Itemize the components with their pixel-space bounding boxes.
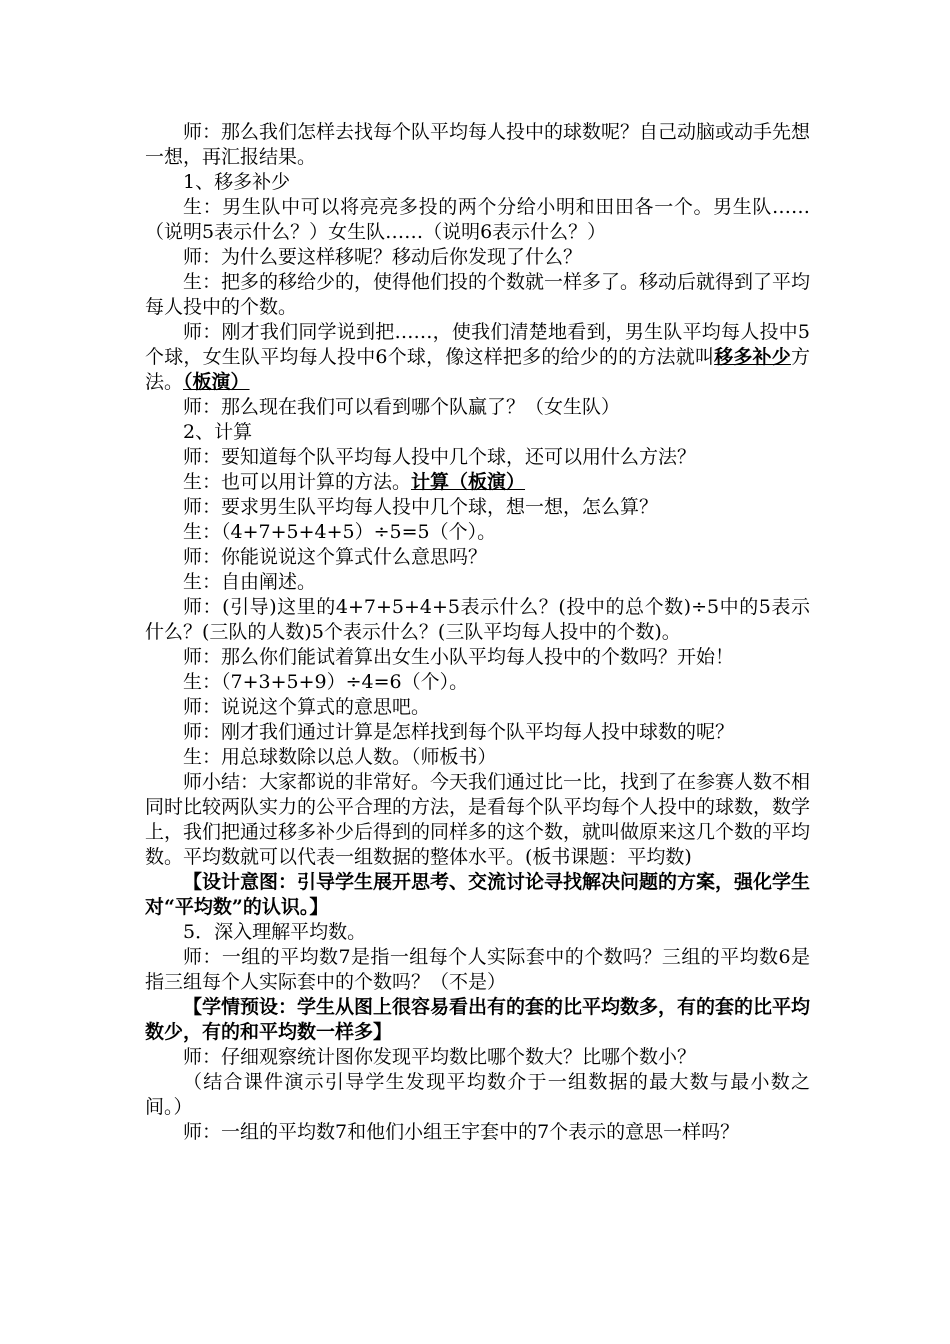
summary-paragraph: 师小结：大家都说的非常好。今天我们通过比一比，找到了在参赛人数不相同时比较两队实力的公平合理的方法，是看每个队平均每个人投中的球数，数学上，我们把通过移多补少后得到的同样多的这个数，就叫做原来这几个数的平均数。平均数就可以代表一组数据的整体水平。(板书课题：平均数) [145, 771, 811, 868]
formula-line: 生：（7+3+5+9）÷4=6（个）。 [183, 671, 469, 693]
paragraph: 生：男生队中可以将亮亮多投的两个分给小明和田田各一个。男生队……（说明5表示什么？）女生队……（说明6表示什么？） [145, 196, 810, 243]
paragraph: 生：把多的移给少的，使得他们投的个数就一样多了。移动后就得到了平均每人投中的个数。 [145, 271, 811, 318]
section-heading-understand: 5．深入理解平均数。 [183, 921, 367, 943]
paragraph: 师：你能说说这个算式什么意思吗？ [183, 546, 488, 568]
paragraph: 师：为什么要这样移呢？移动后你发现了什么？ [183, 246, 583, 268]
paragraph: 师：要知道每个队平均每人投中几个球，还可以用什么方法？ [183, 446, 697, 468]
paragraph: 生：自由阐述。 [183, 571, 317, 593]
design-intent-note: 【设计意图：引导学生展开思考、交流讨论寻找解决问题的方案，强化学生对“平均数”的认识。】 [145, 871, 811, 918]
paragraph-text: 生：也可以用计算的方法。 [183, 471, 412, 493]
paragraph: 师：(引导)这里的4+7+5+4+5表示什么？(投中的总个数)÷5中的5表示什么？(三队的人数)5个表示什么？(三队平均每人投中的个数)。 [145, 596, 810, 643]
paragraph [145, 470, 810, 495]
paragraph: 师：仔细观察统计图你发现平均数比哪个数大？比哪个数小？ [183, 1046, 697, 1068]
section-heading-calc: 2、计算 [183, 421, 253, 443]
paragraph: 师：那么你们能试着算出女生小队平均每人投中的个数吗？开始！ [183, 646, 735, 668]
paragraph-text: 师：刚才我们同学说到把……，使我们清楚地看到，男生队平均每人投中5个球，女生队平均每人投中6个球，像这样把多的给少的的方法就叫 [145, 321, 810, 368]
paragraph: 师：一组的平均数7和他们小组王宇套中的7个表示的意思一样吗？ [183, 1121, 740, 1143]
section-heading-move: 1、移多补少 [183, 171, 291, 193]
paragraph: 师：说说这个算式的意思吧。 [183, 696, 431, 718]
board-note: （板演） [183, 371, 250, 393]
formula-line: 生：（4+7+5+4+5）÷5=5（个）。 [183, 521, 497, 543]
paragraph: 师：一组的平均数7是指一组每个人实际套中的个数吗？三组的平均数6是指三组每个人实际套中的个数吗？（不是） [145, 946, 810, 993]
paragraph: 师：要求男生队平均每人投中几个球，想一想，怎么算？ [183, 496, 659, 518]
paragraph: 师：那么我们怎样去找每个队平均每人投中的球数呢？自己动脑或动手先想一想，再汇报结果。 [145, 121, 811, 168]
paragraph-text: 方法。 [145, 346, 810, 393]
paragraph: 师：刚才我们通过计算是怎样找到每个队平均每人投中球数的呢？ [183, 721, 735, 743]
paragraph: 生：用总球数除以总人数。（师板书） [183, 746, 497, 768]
document-body [145, 120, 810, 1145]
paragraph [145, 320, 810, 395]
key-term: 移多补少 [714, 346, 791, 368]
paragraph: 师：那么现在我们可以看到哪个队赢了？（女生队） [183, 396, 621, 418]
learning-preview-note: 【学情预设：学生从图上很容易看出有的套的比平均数多，有的套的比平均数少，有的和平均数一样多】 [145, 996, 811, 1043]
paragraph: （结合课件演示引导学生发现平均数介于一组数据的最大数与最小数之间。） [145, 1071, 810, 1118]
key-term: 计算（板演） [411, 471, 526, 493]
